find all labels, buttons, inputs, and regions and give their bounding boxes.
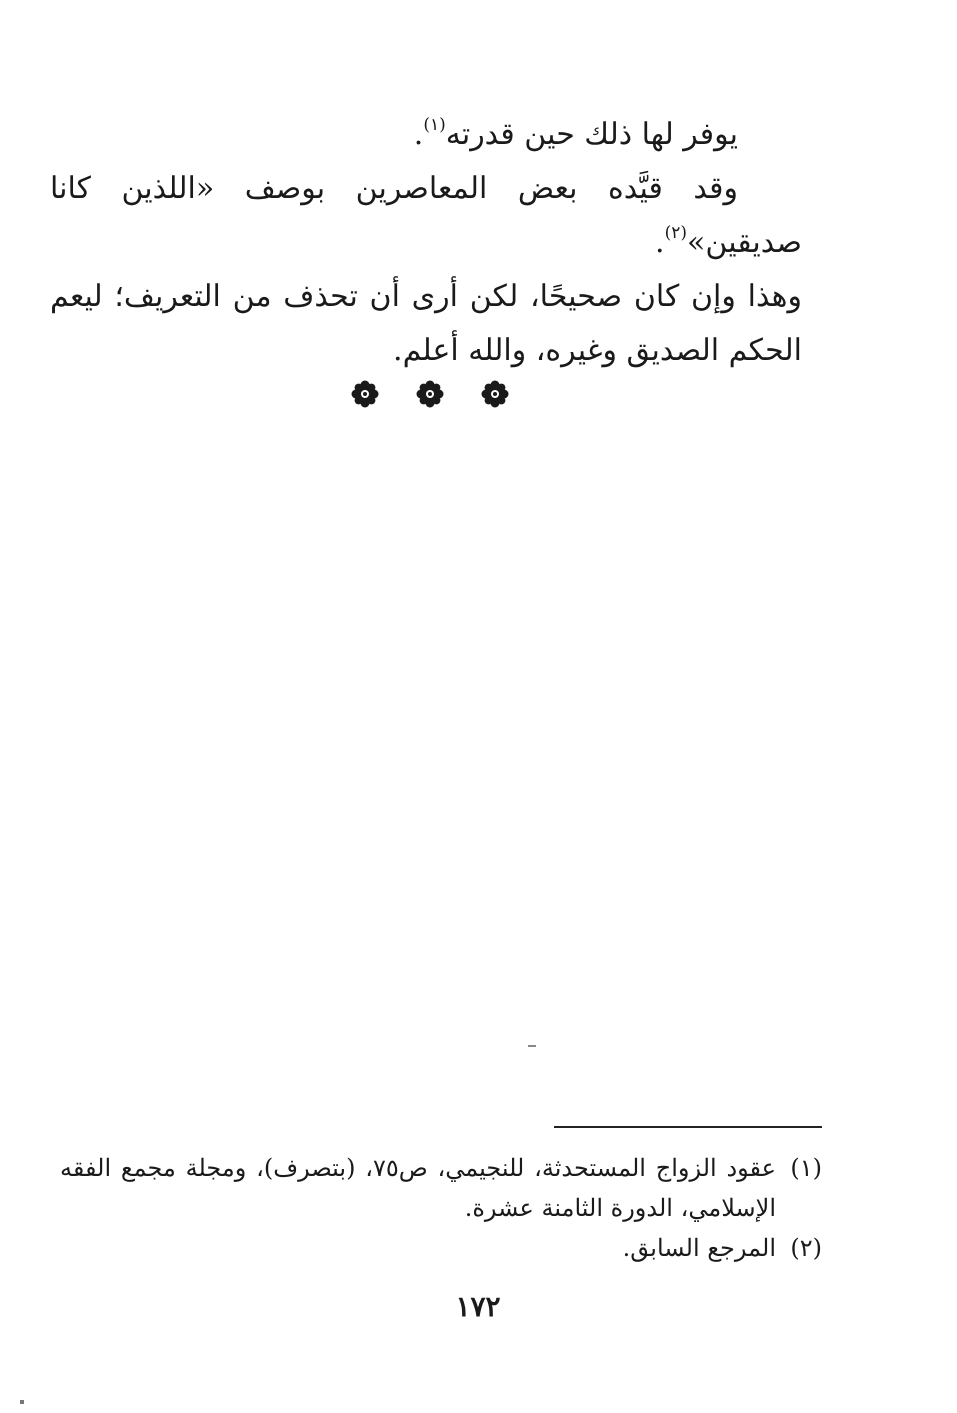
paragraph-1 — [50, 108, 802, 162]
footnote-2 — [60, 1228, 822, 1268]
section-divider — [350, 376, 510, 412]
footnote-text: عقود الزواج المستحدثة، للنجيمي، ص٧٥، (بتصرف)، ومجلة مجمع الفقه الإسلامي، الدورة الثامنة عشرة. — [60, 1154, 776, 1222]
footnote-number: (٢) — [790, 1234, 822, 1262]
footnotes — [60, 1148, 822, 1268]
paragraph-2-end: . — [655, 225, 665, 260]
page-number: ١٧٢ — [455, 1290, 501, 1323]
scan-speck — [528, 1045, 536, 1047]
paragraph-2-text: وقد قيَّده بعض المعاصرين بوصف «اللذين كانا صديقين» — [50, 171, 802, 260]
paragraph-2 — [50, 162, 802, 270]
main-text — [50, 108, 802, 378]
flower-ornament-icon — [415, 379, 445, 409]
paragraph-1-end: . — [413, 117, 424, 152]
footnote-text: المرجع السابق. — [622, 1234, 776, 1262]
flower-ornament-icon — [350, 379, 380, 409]
footnote-ref-2: (٢) — [664, 223, 687, 243]
scan-edge-mark — [20, 1400, 24, 1404]
paragraph-3: وهذا وإن كان صحيحًا، لكن أرى أن تحذف من التعريف؛ ليعم الحكم الصديق وغيره، والله أعلم. — [50, 279, 802, 368]
footnote-separator — [554, 1126, 822, 1128]
footnote-1 — [60, 1148, 822, 1228]
footnote-ref-1: (١) — [423, 115, 446, 135]
footnote-number: (١) — [790, 1154, 822, 1182]
flower-ornament-icon — [480, 379, 510, 409]
paragraph-1-text: يوفر لها ذلك حين قدرته — [445, 117, 738, 152]
